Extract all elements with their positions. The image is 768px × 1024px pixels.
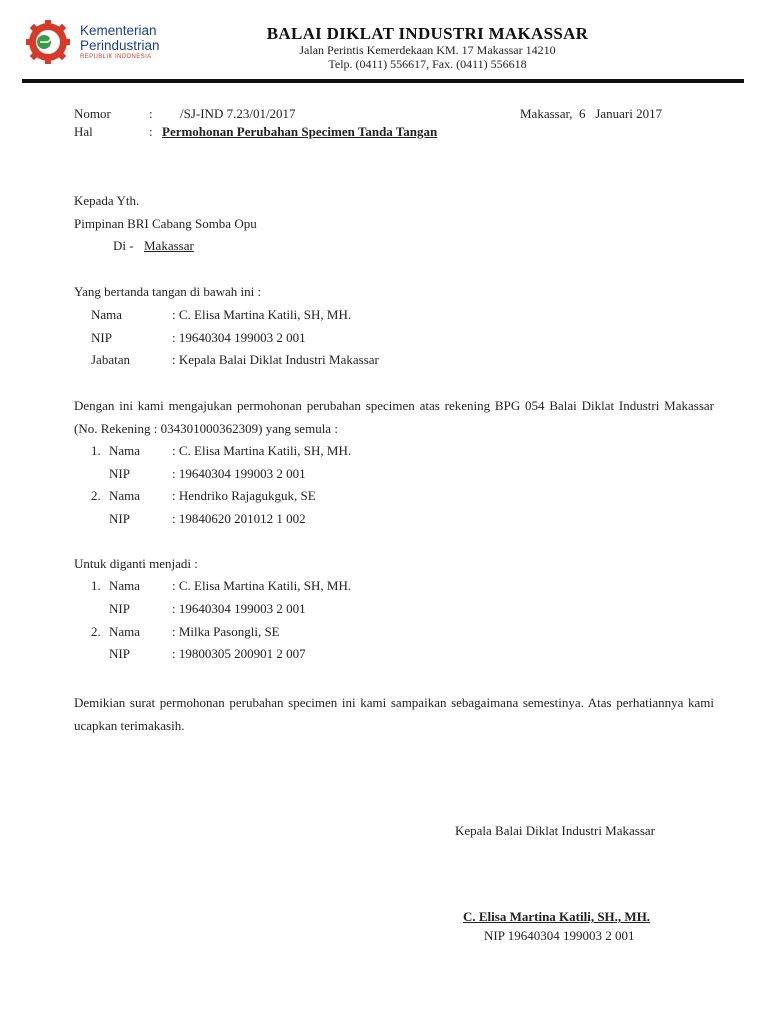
nomor-colon: :	[149, 106, 153, 121]
body-paragraph: Dengan ini kami mengajukan permohonan perubahan specimen atas rekening BPG 054 Balai Diklat Industri Makassar (No. Rekening : 034301000362309) yang semula :	[74, 398, 714, 436]
hal-label: Hal	[74, 124, 93, 139]
ministry-logo	[26, 20, 176, 64]
logo-line-3: REPUBLIK INDONESIA	[80, 54, 152, 60]
before-1-nama-label: Nama	[109, 443, 141, 458]
signer-nip-label: NIP	[91, 330, 112, 345]
before-1-number: 1.	[91, 443, 101, 458]
signer-nip-value: : 19640304 199003 2 001	[172, 330, 306, 345]
after-2-nip-label: NIP	[109, 646, 130, 661]
before-2-nip-label: NIP	[109, 511, 130, 526]
change-intro: Untuk diganti menjadi :	[74, 556, 198, 571]
after-2-nama-label: Nama	[109, 624, 141, 639]
before-1-nip-label: NIP	[109, 466, 130, 481]
recipient-name: Pimpinan BRI Cabang Somba Opu	[74, 216, 257, 231]
organization-phone: Telp. (0411) 556617, Fax. (0411) 556618	[328, 57, 527, 71]
signature-nip: NIP 19640304 199003 2 001	[484, 928, 635, 943]
organization-address: Jalan Perintis Kemerdekaan KM. 17 Makassar 14210	[299, 43, 556, 57]
signature-title: Kepala Balai Diklat Industri Makassar	[455, 823, 655, 838]
recipient-city: Makassar	[144, 238, 194, 253]
before-2-number: 2.	[91, 488, 101, 503]
closing-paragraph: Demikian surat permohonan perubahan specimen ini kami sampaikan sebagaimana semestinya. Atas perhatiannya kami ucapkan terimakasih.	[74, 695, 714, 733]
after-1-nip-label: NIP	[109, 601, 130, 616]
after-1-number: 1.	[91, 578, 101, 593]
signer-jabatan-label: Jabatan	[91, 352, 130, 367]
place-date: Makassar, 6 Januari 2017	[520, 106, 663, 121]
before-2-nama-value: : Hendriko Rajagukguk, SE	[172, 488, 316, 503]
before-1-nama-value: : C. Elisa Martina Katili, SH, MH.	[172, 443, 352, 458]
recipient-greeting: Kepada Yth.	[74, 193, 140, 208]
signer-nama-value: : C. Elisa Martina Katili, SH, MH.	[172, 307, 352, 322]
organization-name: BALAI DIKLAT INDUSTRI MAKASSAR	[266, 24, 589, 43]
after-1-nama-label: Nama	[109, 578, 141, 593]
header-divider	[22, 79, 744, 83]
before-1-nip-value: : 19640304 199003 2 001	[172, 466, 306, 481]
signer-nama-label: Nama	[91, 307, 123, 322]
nomor-value: /SJ-IND 7.23/01/2017	[180, 106, 296, 121]
signer-intro: Yang bertanda tangan di bawah ini :	[74, 284, 262, 299]
before-2-nama-label: Nama	[109, 488, 141, 503]
signature-name: C. Elisa Martina Katili, SH., MH.	[463, 909, 651, 924]
signer-jabatan-value: : Kepala Balai Diklat Industri Makassar	[172, 352, 379, 367]
logo-line-2: Perindustrian	[80, 38, 160, 53]
after-1-nama-value: : C. Elisa Martina Katili, SH, MH.	[172, 578, 352, 593]
gear-emblem-icon	[26, 20, 76, 64]
before-2-nip-value: : 19840620 201012 1 002	[172, 511, 306, 526]
after-1-nip-value: : 19640304 199003 2 001	[172, 601, 306, 616]
recipient-di-label: Di -	[113, 238, 134, 253]
hal-colon: :	[149, 124, 153, 139]
nomor-label: Nomor	[74, 106, 111, 121]
after-2-nama-value: : Milka Pasongli, SE	[172, 624, 280, 639]
logo-line-1: Kementerian	[80, 23, 157, 38]
hal-value: Permohonan Perubahan Specimen Tanda Tangan	[162, 124, 438, 139]
after-2-number: 2.	[91, 624, 101, 639]
after-2-nip-value: : 19800305 200901 2 007	[172, 646, 306, 661]
